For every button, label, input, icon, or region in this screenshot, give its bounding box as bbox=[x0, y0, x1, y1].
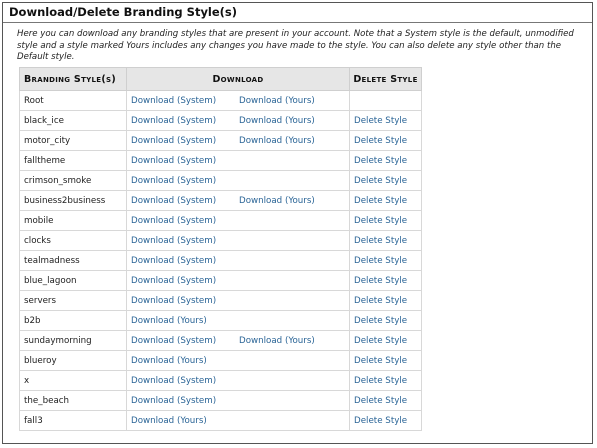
download-cell bbox=[127, 351, 350, 371]
table-row bbox=[20, 311, 422, 331]
table-row bbox=[20, 111, 422, 131]
download-link-primary[interactable]: Download (System) bbox=[131, 215, 217, 226]
style-name: tealmadness bbox=[20, 251, 127, 271]
table-row bbox=[20, 151, 422, 171]
style-name: falltheme bbox=[20, 151, 127, 171]
download-yours-link[interactable]: Download (Yours) bbox=[239, 195, 315, 206]
table-row bbox=[20, 411, 422, 431]
style-name: business2business bbox=[20, 191, 127, 211]
style-name: black_ice bbox=[20, 111, 127, 131]
style-name: the_beach bbox=[20, 391, 127, 411]
download-cell bbox=[127, 271, 350, 291]
download-link-primary[interactable]: Download (System) bbox=[131, 375, 217, 386]
delete-cell bbox=[350, 151, 422, 171]
delete-style-link[interactable]: Delete Style bbox=[354, 275, 408, 286]
delete-cell bbox=[350, 191, 422, 211]
download-cell bbox=[127, 251, 350, 271]
download-link-primary[interactable]: Download (System) bbox=[131, 175, 217, 186]
download-cell bbox=[127, 191, 350, 211]
delete-style-link[interactable]: Delete Style bbox=[354, 395, 408, 406]
download-yours-link[interactable]: Download (Yours) bbox=[239, 95, 315, 106]
download-link-primary[interactable]: Download (System) bbox=[131, 115, 217, 126]
table-header-row bbox=[20, 68, 422, 91]
delete-style-link[interactable]: Delete Style bbox=[354, 195, 408, 206]
download-link-primary[interactable]: Download (System) bbox=[131, 195, 217, 206]
download-link-primary[interactable]: Download (Yours) bbox=[131, 415, 207, 426]
table-row bbox=[20, 391, 422, 411]
download-link-primary[interactable]: Download (Yours) bbox=[131, 355, 207, 366]
table-body bbox=[20, 91, 422, 431]
download-yours-link[interactable]: Download (Yours) bbox=[239, 335, 315, 346]
delete-cell bbox=[350, 231, 422, 251]
delete-style-link[interactable]: Delete Style bbox=[354, 315, 408, 326]
delete-style-link[interactable]: Delete Style bbox=[354, 115, 408, 126]
style-name: clocks bbox=[20, 231, 127, 251]
table-row bbox=[20, 191, 422, 211]
delete-cell bbox=[350, 331, 422, 351]
style-name: mobile bbox=[20, 211, 127, 231]
branding-styles-table bbox=[19, 67, 422, 431]
intro-text: Here you can download any branding styles that are present in your account. Note that a System style is the default, unmodified style and a style marked Yours includes any changes you have made to the style. You can also delete any style other than the Default style. bbox=[17, 29, 574, 62]
table-row bbox=[20, 131, 422, 151]
download-cell bbox=[127, 411, 350, 431]
table-row bbox=[20, 91, 422, 111]
delete-style-link[interactable]: Delete Style bbox=[354, 355, 408, 366]
header-delete-style: Delete Style bbox=[350, 68, 422, 91]
delete-cell bbox=[350, 291, 422, 311]
download-link-primary[interactable]: Download (System) bbox=[131, 235, 217, 246]
style-name: sundaymorning bbox=[20, 331, 127, 351]
style-name: servers bbox=[20, 291, 127, 311]
header-download: Download bbox=[127, 68, 350, 91]
delete-cell bbox=[350, 311, 422, 331]
download-cell bbox=[127, 131, 350, 151]
delete-style-link[interactable]: Delete Style bbox=[354, 375, 408, 386]
table-row bbox=[20, 171, 422, 191]
download-link-primary[interactable]: Download (System) bbox=[131, 295, 217, 306]
style-name: blue_lagoon bbox=[20, 271, 127, 291]
delete-cell bbox=[350, 211, 422, 231]
table-row bbox=[20, 231, 422, 251]
delete-cell bbox=[350, 251, 422, 271]
delete-style-link[interactable]: Delete Style bbox=[354, 255, 408, 266]
delete-cell bbox=[350, 171, 422, 191]
download-link-primary[interactable]: Download (System) bbox=[131, 95, 217, 106]
download-link-primary[interactable]: Download (System) bbox=[131, 155, 217, 166]
style-name: blueroy bbox=[20, 351, 127, 371]
table-row bbox=[20, 371, 422, 391]
delete-style-link[interactable]: Delete Style bbox=[354, 155, 408, 166]
table-row bbox=[20, 331, 422, 351]
download-cell bbox=[127, 291, 350, 311]
style-name: motor_city bbox=[20, 131, 127, 151]
delete-cell bbox=[350, 131, 422, 151]
delete-style-link[interactable]: Delete Style bbox=[354, 235, 408, 246]
delete-cell bbox=[350, 271, 422, 291]
delete-style-link[interactable]: Delete Style bbox=[354, 295, 408, 306]
download-link-primary[interactable]: Download (System) bbox=[131, 275, 217, 286]
download-cell bbox=[127, 151, 350, 171]
download-cell bbox=[127, 231, 350, 251]
download-yours-link[interactable]: Download (Yours) bbox=[239, 115, 315, 126]
download-link-primary[interactable]: Download (System) bbox=[131, 395, 217, 406]
download-link-primary[interactable]: Download (System) bbox=[131, 255, 217, 266]
table-row bbox=[20, 211, 422, 231]
download-cell bbox=[127, 371, 350, 391]
delete-style-link[interactable]: Delete Style bbox=[354, 135, 408, 146]
delete-style-link[interactable]: Delete Style bbox=[354, 415, 408, 426]
delete-cell bbox=[350, 391, 422, 411]
download-cell bbox=[127, 111, 350, 131]
download-yours-link[interactable]: Download (Yours) bbox=[239, 135, 315, 146]
delete-cell bbox=[350, 111, 422, 131]
delete-cell bbox=[350, 371, 422, 391]
download-cell bbox=[127, 91, 350, 111]
table-row bbox=[20, 351, 422, 371]
style-name: crimson_smoke bbox=[20, 171, 127, 191]
delete-style-link[interactable]: Delete Style bbox=[354, 175, 408, 186]
delete-cell bbox=[350, 351, 422, 371]
download-cell bbox=[127, 391, 350, 411]
download-cell bbox=[127, 211, 350, 231]
header-branding-styles: Branding Style(s) bbox=[20, 68, 127, 91]
download-cell bbox=[127, 171, 350, 191]
download-cell bbox=[127, 311, 350, 331]
table-row bbox=[20, 251, 422, 271]
download-link-primary[interactable]: Download (System) bbox=[131, 135, 217, 146]
style-name: b2b bbox=[20, 311, 127, 331]
delete-cell bbox=[350, 411, 422, 431]
table-row bbox=[20, 271, 422, 291]
download-cell bbox=[127, 331, 350, 351]
download-link-primary[interactable]: Download (System) bbox=[131, 335, 217, 346]
style-name: x bbox=[20, 371, 127, 391]
delete-style-link[interactable]: Delete Style bbox=[354, 335, 408, 346]
download-link-primary[interactable]: Download (Yours) bbox=[131, 315, 207, 326]
delete-cell bbox=[350, 91, 422, 111]
style-name: Root bbox=[20, 91, 127, 111]
style-name: fall3 bbox=[20, 411, 127, 431]
panel-title: Download/Delete Branding Style(s) bbox=[3, 3, 592, 23]
table-row bbox=[20, 291, 422, 311]
delete-style-link[interactable]: Delete Style bbox=[354, 215, 408, 226]
